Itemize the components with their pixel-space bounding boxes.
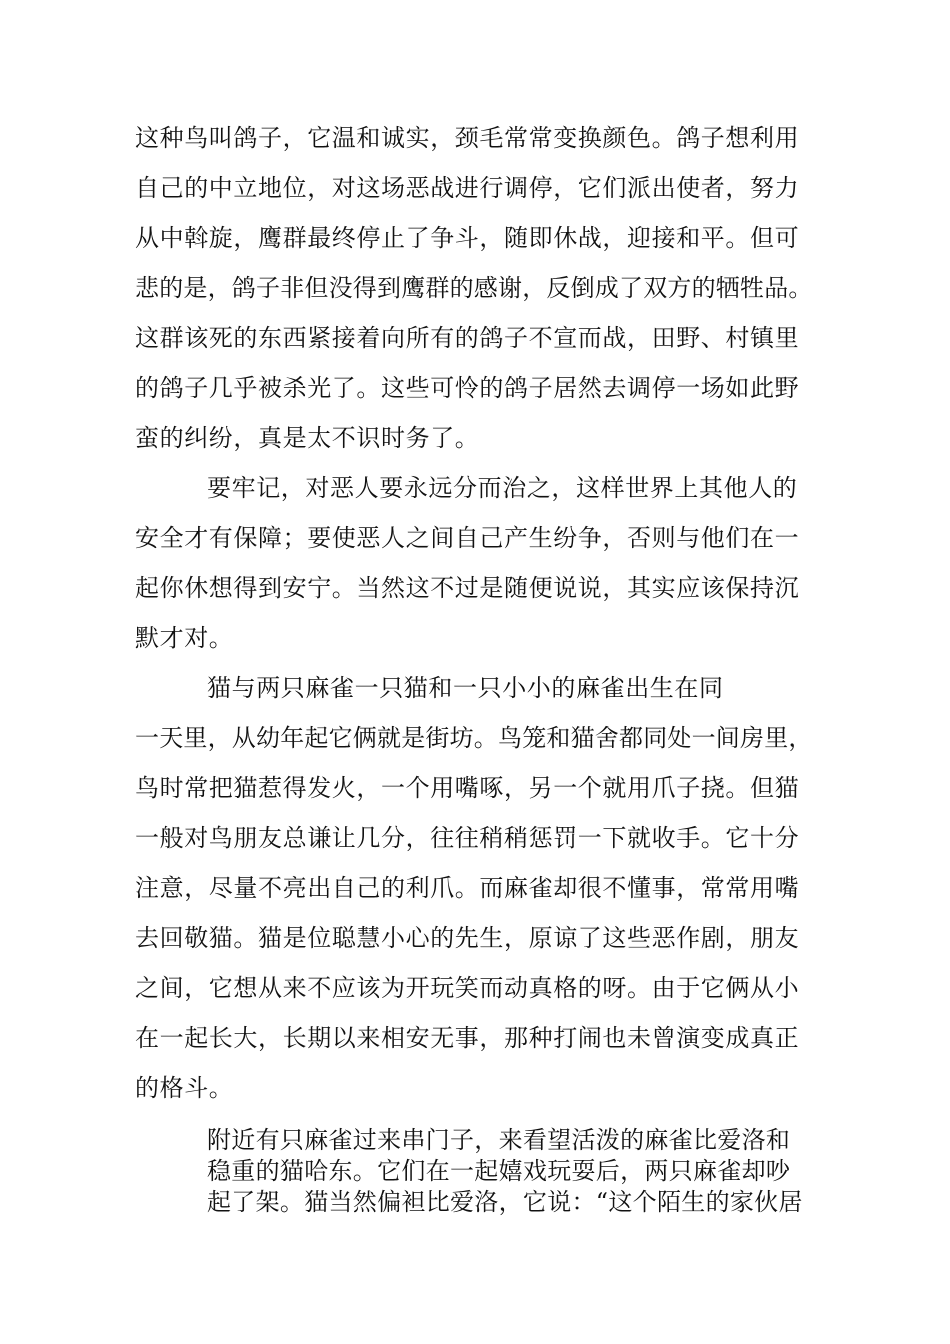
paragraph-1-line-7: 蛮的纠纷，真是太不识时务了。	[135, 424, 480, 452]
paragraph-4-line-1: 附近有只麻雀过来串门子，来看望活泼的麻雀比爱洛和	[207, 1126, 791, 1154]
paragraph-3-line-2: 一天里，从幼年起它俩就是街坊。鸟笼和猫舍都同处一间房里，	[135, 724, 813, 752]
paragraph-3-line-8: 在一起长大，长期以来相安无事，那种打闹也未曾演变成真正	[135, 1024, 800, 1052]
paragraph-1-line-4: 悲的是，鸽子非但没得到鹰群的感谢，反倒成了双方的牺牲品。	[135, 274, 813, 302]
paragraph-3-line-1: 猫与两只麻雀一只猫和一只小小的麻雀出生在同	[207, 674, 724, 702]
paragraph-3-line-7: 之间，它想从来不应该为开玩笑而动真格的呀。由于它俩从小	[135, 974, 800, 1002]
paragraph-4-line-2: 稳重的猫哈东。它们在一起嬉戏玩耍后，两只麻雀却吵	[207, 1157, 791, 1185]
paragraph-1-line-2: 自己的中立地位，对这场恶战进行调停，它们派出使者，努力	[135, 174, 800, 202]
paragraph-2-line-2: 安全才有保障；要使恶人之间自己产生纷争，否则与他们在一	[135, 524, 800, 552]
paragraph-4-line-3: 起了架。猫当然偏袒比爱洛，它说：“这个陌生的家伙居	[207, 1188, 803, 1216]
paragraph-1-line-6: 的鸽子几乎被杀光了。这些可怜的鸽子居然去调停一场如此野	[135, 374, 800, 402]
paragraph-1-line-3: 从中斡旋，鹰群最终停止了争斗，随即休战，迎接和平。但可	[135, 224, 800, 252]
paragraph-2-line-4: 默才对。	[135, 624, 234, 652]
paragraph-3-line-9: 的格斗。	[135, 1074, 234, 1102]
paragraph-3-line-5: 注意，尽量不亮出自己的利爪。而麻雀却很不懂事，常常用嘴	[135, 874, 800, 902]
paragraph-1-line-1: 这种鸟叫鸽子，它温和诚实，颈毛常常变换颜色。鸽子想利用	[135, 124, 800, 152]
paragraph-2-line-3: 起你休想得到安宁。当然这不过是随便说说，其实应该保持沉	[135, 574, 800, 602]
paragraph-3-line-4: 一般对鸟朋友总谦让几分，往往稍稍惩罚一下就收手。它十分	[135, 824, 800, 852]
paragraph-2-line-1: 要牢记，对恶人要永远分而治之，这样世界上其他人的	[207, 474, 798, 502]
paragraph-3-line-3: 鸟时常把猫惹得发火，一个用嘴啄，另一个就用爪子挠。但猫	[135, 774, 800, 802]
paragraph-1-line-5: 这群该死的东西紧接着向所有的鸽子不宣而战，田野、村镇里	[135, 324, 800, 352]
paragraph-3-line-6: 去回敬猫。猫是位聪慧小心的先生，原谅了这些恶作剧，朋友	[135, 924, 800, 952]
